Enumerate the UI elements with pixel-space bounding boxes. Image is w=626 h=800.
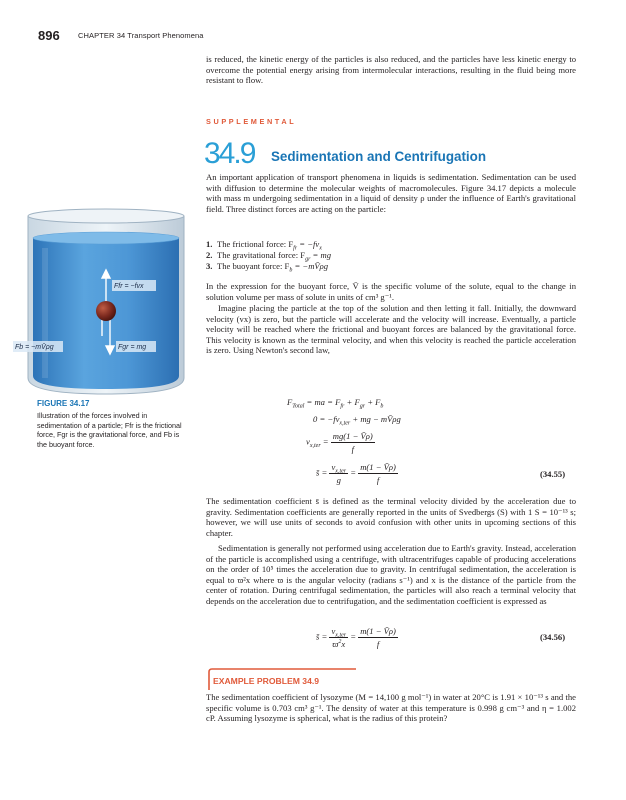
example-label: EXAMPLE PROBLEM 34.9	[213, 676, 320, 686]
paragraph-2: In the expression for the buoyant force, V̄ is the specific volume of the solute, equal to the change in solution volume per mass of solute in units of cm³ g⁻¹.	[206, 281, 576, 302]
label-frictional: Ffr = −fvx	[114, 283, 144, 290]
page-number: 896	[38, 28, 60, 43]
equation-balance: $0 = -fv_{x,ter}$ + mg − mV̄ρg	[313, 414, 401, 427]
section-number: 34.9	[204, 137, 255, 170]
label-gravitational: Fgr = mg	[118, 344, 147, 351]
equation-number-56: (34.56)	[540, 632, 566, 642]
force-list	[206, 239, 331, 272]
equation-sed-coefficient: s̄ = $\frac{v_{x,ter}}{g}$ = $\frac{m(1 - V̄\rho)}{f}$	[316, 462, 396, 485]
list-item: 3. The buoyant force: $F_b$ = −mV̄ρg	[206, 261, 329, 274]
section-title: Sedimentation and Centrifugation	[271, 149, 486, 164]
equation-newton: $F_{Total}$ = ma = $F_{fr} + F_{gr} + F_b$	[287, 397, 384, 410]
equation-number-55: (34.55)	[540, 469, 566, 479]
paragraph-5: Sedimentation is generally not performed using acceleration due to Earth's gravity. Instead, acceleration of the particle is accomplished using a centrifuge, with ultracentrifuges capable of producing accelerations on the order of 10⁵ times the acceleration due to gravity. In centrifugal sedimentation, the acceleration is equal to ϖ²x where ϖ is the angular velocity (radians s⁻¹) and x is the distance of the particle from the center of rotation. During centrifugal sedimentation, the particles will also reach a terminal velocity that depends on the acceleration due to centrifugation, and the sedimentation coefficient is expressed as	[206, 543, 576, 606]
particle	[96, 301, 116, 321]
sedimentation-figure	[6, 208, 206, 398]
equation-terminal-velocity: $v_{x,ter}$ = $\frac{mg(1 - V̄\rho)}{f}$	[306, 431, 373, 454]
figure-title: FIGURE 34.17	[37, 399, 90, 408]
figure-caption: Illustration of the forces involved in sedimentation of a particle; Ffr is the frictional force, Fgr is the gravitational force, and Fb is the buoyant force.	[37, 411, 182, 449]
paragraph-4: The sedimentation coefficient s̄ is defined as the terminal velocity divided by the acceleration due to gravity. Sedimentation coefficients are generally reported in the units of Svedbergs (S) with 1 S = 10⁻¹³ s; however, we will use units of seconds to avoid confusion with other units in upcoming sections of this chapter.	[206, 496, 576, 538]
list-item: 2. The gravitational force: $F_{gr}$ = mg	[206, 250, 332, 263]
list-item: 1. The frictional force: $F_{fr} = -fv_x$	[206, 239, 322, 252]
label-buoyant: Fb = −mV̄ρg	[15, 344, 54, 351]
example-text: The sedimentation coefficient of lysozyme (M = 14,100 g mol⁻¹) in water at 20°C is 1.91 × 10⁻¹³ s and the specific volume is 0.703 cm³ g⁻¹. The density of water at this temperature is 0.998 g cm⁻³ and η = 1.002 cP. Assuming lysozyme is spherical, what is the radius of this protein?	[206, 692, 576, 724]
equation-centrifugal: s̄ = $\frac{v_{x,ter}}{ϖ^2x}$ = $\frac{m(1 - V̄\rho)}{f}$	[316, 626, 396, 649]
paragraph-1: An important application of transport phenomena in liquids is sedimentation. Sedimentation can be used with diffusion to determine the molecular weights of macromolecules. Figure 34.17 depicts a molecule with mass m undergoing sedimentation in a liquid of density ρ under the influence of Earth's gravitational field. Three distinct forces are acting on the particle:	[206, 172, 576, 214]
supplemental-label: SUPPLEMENTAL	[206, 117, 297, 126]
intro-paragraph: is reduced, the kinetic energy of the particles is also reduced, and the particles have less kinetic energy to overcome the potential energy arising from intermolecular interactions, resulting in the fluid being more resistant to flow.	[206, 54, 576, 86]
paragraph-3: Imagine placing the particle at the top of the solution and then letting it fall. Initially, the downward velocity (vx) is zero, but the particle will accelerate and the velocity will increase. Eventually, a particle velocity will be reached where the frictional and buoyant forces are balanced by the gravitational force. This velocity is known as the terminal velocity, and when this velocity is reached the particle acceleration is zero. Using Newton's second law,	[206, 303, 576, 356]
chapter-header: CHAPTER 34 Transport Phenomena	[78, 31, 204, 40]
